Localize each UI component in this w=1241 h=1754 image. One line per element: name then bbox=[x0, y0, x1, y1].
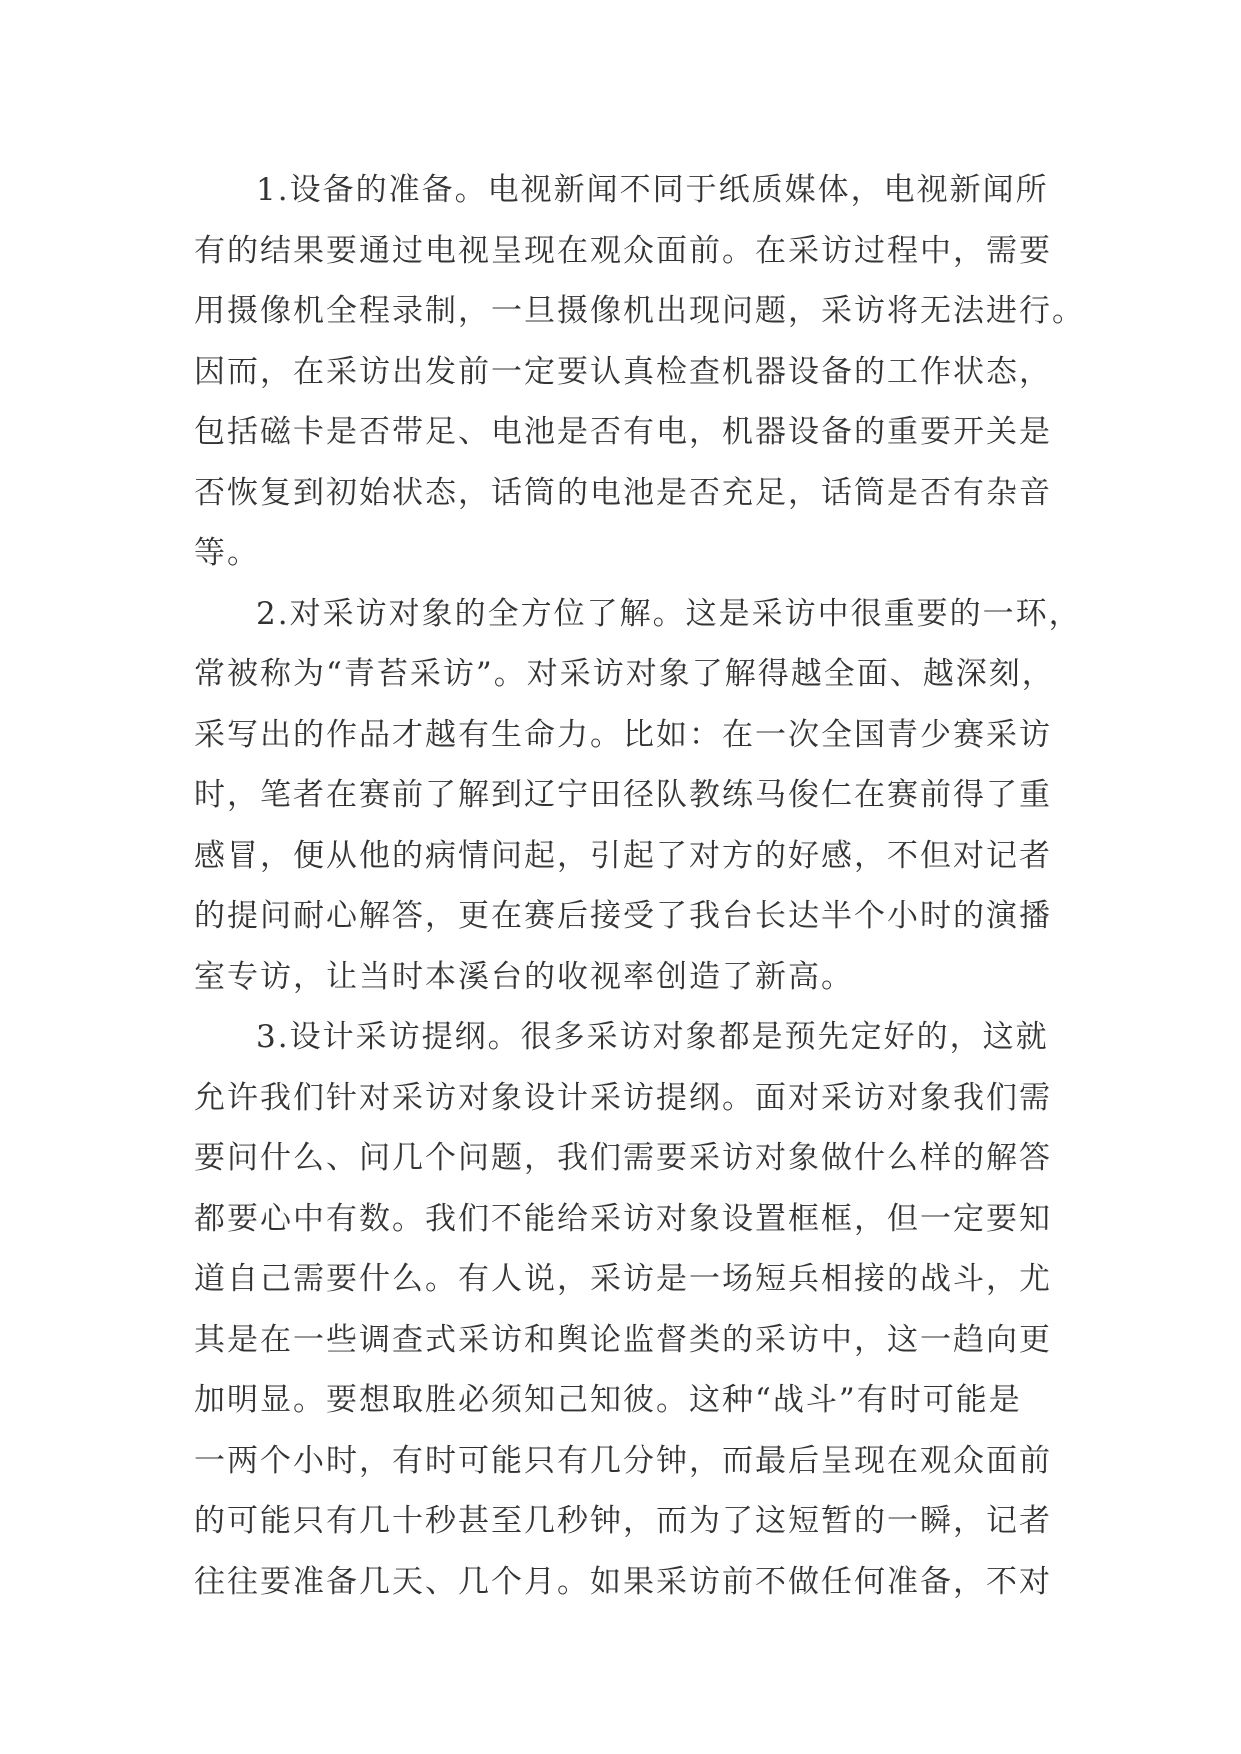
paragraph-line: 3.设计采访提纲。很多采访对象都是预先定好的，这就 bbox=[256, 1019, 1049, 1055]
paragraph-line: 往往要准备几天、几个月。如果采访前不做任何准备，不对 bbox=[194, 1563, 1052, 1600]
paragraph-line: 因而，在采访出发前一定要认真检查机器设备的工作状态， bbox=[194, 353, 1052, 390]
paragraph-line: 时，笔者在赛前了解到辽宁田径队教练马俊仁在赛前得了重 bbox=[194, 777, 1052, 813]
paragraph-line: 否恢复到初始状态，话筒的电池是否充足，话筒是否有杂音 bbox=[194, 474, 1052, 511]
paragraph-line: 有的结果要通过电视呈现在观众面前。在采访过程中，需要 bbox=[194, 232, 1052, 269]
paragraph-line: 等。 bbox=[194, 535, 260, 571]
paragraph-line: 常被称为“青苔采访”。对采访对象了解得越全面、越深刻， bbox=[194, 656, 1055, 692]
paragraph-line: 都要心中有数。我们不能给采访对象设置框框，但一定要知 bbox=[194, 1200, 1052, 1237]
paragraph-line: 包括磁卡是否带足、电池是否有电，机器设备的重要开关是 bbox=[194, 414, 1052, 450]
paragraph-line: 的可能只有几十秒甚至几秒钟，而为了这短暂的一瞬，记者 bbox=[194, 1503, 1052, 1539]
paragraph-line: 采写出的作品才越有生命力。比如：在一次全国青少赛采访 bbox=[194, 716, 1052, 753]
paragraph-subject-understanding bbox=[194, 584, 1082, 1008]
paragraph-line: 感冒，便从他的病情问起，引起了对方的好感，不但对记者 bbox=[194, 837, 1052, 874]
paragraph-line: 2.对采访对象的全方位了解。这是采访中很重要的一环， bbox=[256, 595, 1082, 632]
paragraph-line: 加明显。要想取胜必须知己知彼。这种“战斗”有时可能是 bbox=[194, 1382, 1022, 1418]
paragraph-interview-outline bbox=[194, 1007, 1064, 1612]
paragraph-line: 的提问耐心解答，更在赛后接受了我台长达半个小时的演播 bbox=[194, 898, 1052, 934]
document-body bbox=[194, 160, 1085, 1612]
paragraph-equipment-preparation bbox=[194, 160, 1085, 584]
paragraph-line: 要问什么、问几个问题，我们需要采访对象做什么样的解答 bbox=[194, 1140, 1052, 1176]
paragraph-line: 用摄像机全程录制，一旦摄像机出现问题，采访将无法进行。 bbox=[194, 293, 1085, 329]
paragraph-line: 1.设备的准备。电视新闻不同于纸质媒体，电视新闻所 bbox=[256, 172, 1049, 208]
paragraph-line: 一两个小时，有时可能只有几分钟，而最后呈现在观众面前 bbox=[194, 1442, 1052, 1479]
paragraph-line: 室专访，让当时本溪台的收视率创造了新高。 bbox=[194, 958, 854, 995]
paragraph-line: 其是在一些调查式采访和舆论监督类的采访中，这一趋向更 bbox=[194, 1321, 1052, 1358]
paragraph-line: 允许我们针对采访对象设计采访提纲。面对采访对象我们需 bbox=[194, 1079, 1052, 1116]
paragraph-line: 道自己需要什么。有人说，采访是一场短兵相接的战斗，尤 bbox=[194, 1261, 1052, 1297]
